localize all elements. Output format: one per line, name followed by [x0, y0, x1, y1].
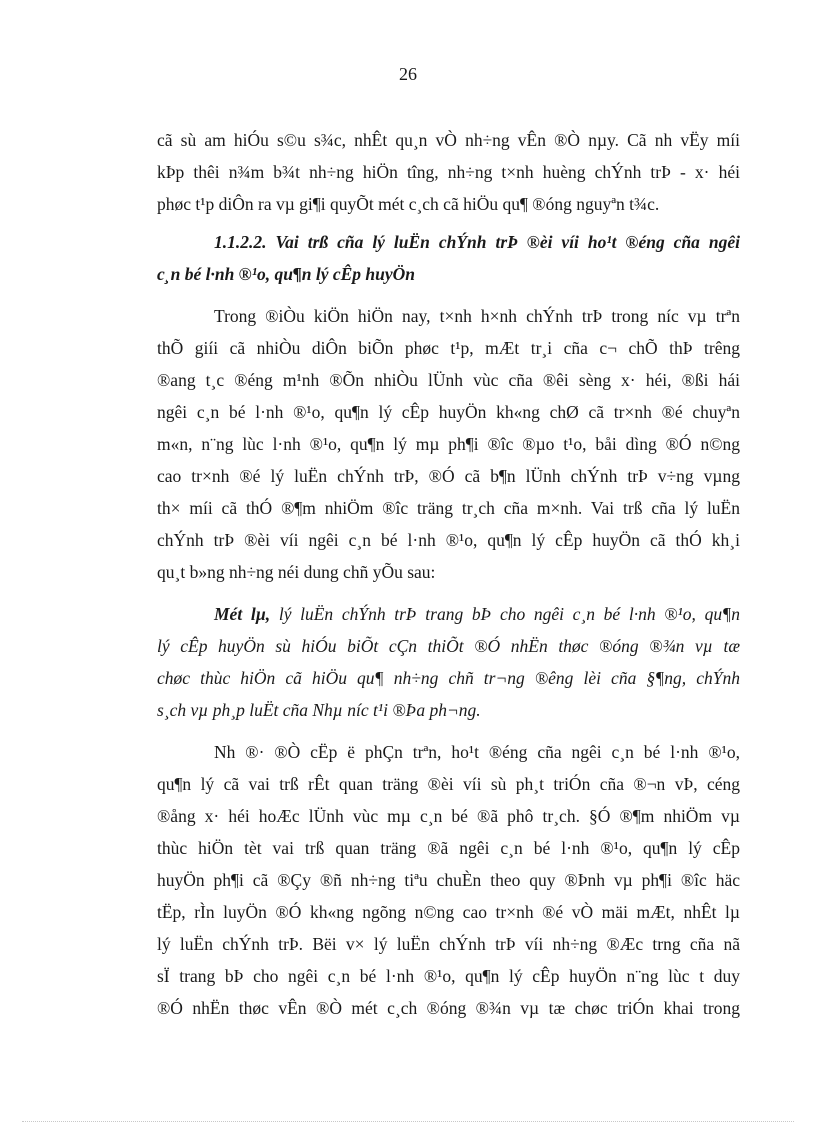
text-line: Nh ®· ®Ò cËp ë phÇn trªn, ho¹t ®éng cña ngêi c¸n bé l·nh ®¹o,	[214, 742, 740, 762]
text-line: m«n, n¨ng lùc l·nh ®¹o, qu¶n lý mµ ph¶i ®îc ®µo t¹o, båi dìng ®Ó n©ng	[157, 434, 740, 454]
page-body	[157, 124, 740, 1024]
text-line: ®ang t¸c ®éng m¹nh ®Õn nhiÒu lÜnh vùc cña ®êi sèng x· héi, ®ßi hái	[157, 370, 740, 390]
point-lead: Mét lµ,	[214, 604, 271, 624]
point-text: lý luËn chÝnh trÞ trang bÞ cho ngêi c¸n bé l·nh ®¹o, qu¶n	[270, 604, 740, 624]
text-line: huyÖn ph¶i cã ®Çy ®ñ nh÷ng tiªu chuÈn theo quy ®Þnh vµ ph¶i ®îc häc	[157, 870, 740, 890]
text-line: cao tr×nh ®é lý luËn chÝnh trÞ, ®Ó cã b¶n lÜnh chÝnh trÞ v÷ng vµng	[157, 466, 740, 486]
text-line: ®ång x· héi hoÆc lÜnh vùc mµ c¸n bé ®ã phô tr¸ch. §Ó ®¶m nhiÖm vµ	[157, 806, 740, 826]
text-line: thÕ giíi cã nhiÒu diÔn biÕn phøc t¹p, mÆt tr¸i cña c¬ chÕ thÞ trêng	[157, 338, 740, 358]
text-line: kÞp thêi n¾m b¾t nh÷ng hiÖn tîng, nh÷ng t×nh huèng chÝnh trÞ - x· héi	[157, 162, 740, 182]
paragraph-intro	[157, 124, 740, 220]
text-line: cã sù am hiÓu s©u s¾c, nhÊt qu¸n vÒ nh÷ng vÊn ®Ò nµy. Cã nh vËy míi	[157, 130, 740, 150]
text-line: ®Ó nhËn thøc vÊn ®Ò mét c¸ch ®óng ®¾n vµ tæ chøc triÓn khai trong	[157, 998, 740, 1018]
text-line: th× míi cã thÓ ®¶m nhiÖm ®îc träng tr¸ch cña m×nh. Vai trß cña lý luËn	[157, 498, 740, 518]
text-line: chøc thùc hiÖn cã hiÖu qu¶ nh÷ng chñ tr¬ng ®êng lèi cña §¶ng, chÝnh	[157, 668, 740, 688]
heading-line: 1.1.2.2. Vai trß cña lý luËn chÝnh trÞ ®èi víi ho¹t ®éng cña ngêi	[214, 232, 740, 252]
paragraph-conclusion	[157, 736, 740, 1024]
text-line: Trong ®iÒu kiÖn hiÖn nay, t×nh h×nh chÝnh trÞ trong níc vµ trªn	[214, 306, 740, 326]
page-bottom-divider	[22, 1121, 794, 1122]
text-line: qu¶n lý cã vai trß rÊt quan träng ®èi víi sù ph¸t triÓn cña ®¬n vÞ, céng	[157, 774, 740, 794]
paragraph-context	[157, 300, 740, 588]
text-line: lý luËn chÝnh trÞ. Bëi v× lý luËn chÝnh trÞ víi nh÷ng ®Æc trng cña nã	[157, 934, 740, 954]
text-line	[157, 598, 740, 630]
heading-line: c¸n bé l·nh ®¹o, qu¶n lý cÊp huyÖn	[157, 264, 416, 284]
text-line: sÏ trang bÞ cho ngêi c¸n bé l·nh ®¹o, qu¶n lý cÊp huyÖn n¨ng lùc t duy	[157, 966, 740, 986]
text-line: ngêi c¸n bé l·nh ®¹o, qu¶n lý cÊp huyÖn kh«ng chØ cã tr×nh ®é chuyªn	[157, 402, 740, 422]
text-line: s¸ch vµ ph¸p luËt cña Nhµ níc t¹i ®Þa ph¬ng.	[157, 700, 481, 720]
text-line: lý cÊp huyÖn sù hiÓu biÕt cÇn thiÕt ®Ó nhËn thøc ®óng ®¾n vµ tæ	[157, 636, 740, 656]
text-line: phøc t¹p diÔn ra vµ gi¶i quyÕt mét c¸ch cã hiÖu qu¶ ®óng nguyªn t¾c.	[157, 194, 660, 214]
page-number: 26	[399, 64, 417, 84]
paragraph-point-one	[157, 598, 740, 726]
text-line: thùc hiÖn tèt vai trß quan träng ®ã ngêi c¸n bé l·nh ®¹o, qu¶n lý cÊp	[157, 838, 740, 858]
text-line: qu¸t b»ng nh÷ng néi dung chñ yÕu sau:	[157, 562, 436, 582]
section-heading	[157, 226, 740, 290]
text-line: chÝnh trÞ ®èi víi ngêi c¸n bé l·nh ®¹o, qu¶n lý cÊp huyÖn cã thÓ kh¸i	[157, 530, 740, 550]
text-line: tËp, rÌn luyÖn ®Ó kh«ng ngõng n©ng cao tr×nh ®é vÒ mäi mÆt, nhÊt lµ	[157, 902, 740, 922]
